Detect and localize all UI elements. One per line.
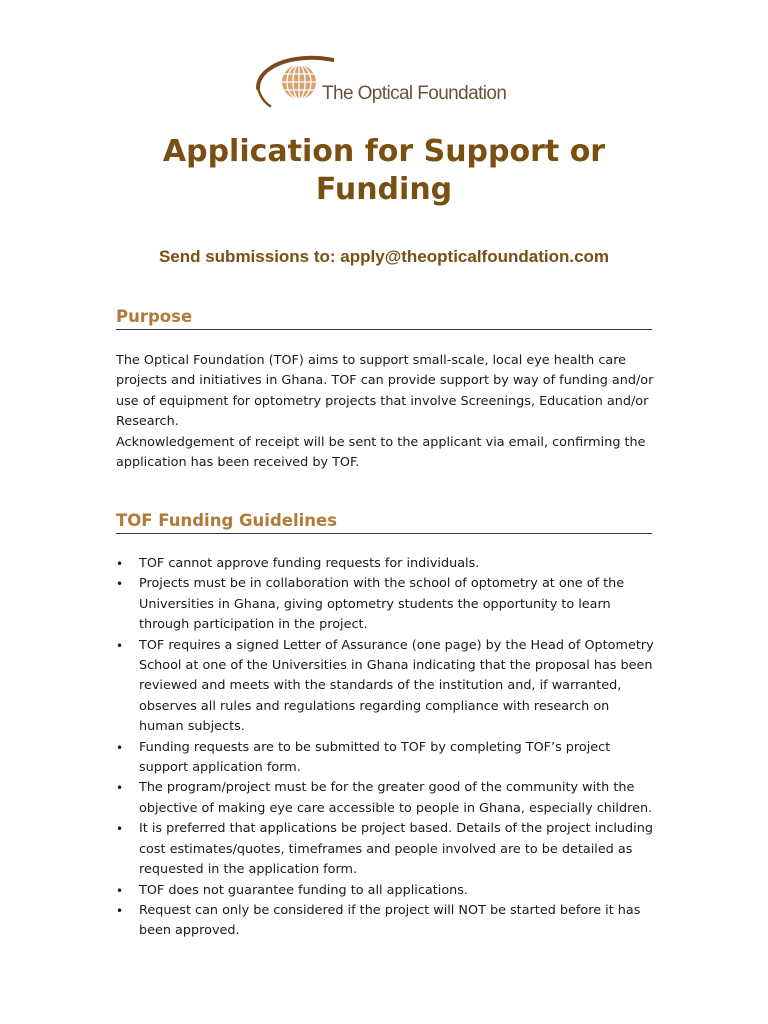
list-item-text: Projects must be in collaboration with the school of optometry at one of the Universities in Ghana, giving optometry students the opportunity to learn through participation in the project.	[139, 576, 625, 633]
list-item	[116, 738, 656, 779]
purpose-paragraph: The Optical Foundation (TOF) aims to support small-scale, local eye health care projects and initiatives in Ghana. TOF can provide support by way of funding and/or use of equipment for optometry projects that involve Screenings, Education and/or Research.	[116, 353, 654, 430]
bullet-icon: •	[116, 883, 124, 898]
bullet-icon: •	[116, 781, 124, 796]
list-item	[116, 778, 656, 819]
list-item-text: The program/project must be for the greater good of the community with the objective of making eye care accessible to people in Ghana, especially children.	[139, 780, 653, 816]
guidelines-list	[116, 554, 656, 942]
list-item	[116, 901, 656, 942]
list-item-text: Request can only be considered if the project will NOT be started before it has been approved.	[139, 902, 641, 939]
list-item-text: It is preferred that applications be project based. Details of the project including cost estimates/quotes, timeframes and people involved are to be detailed as requested in the application form.	[139, 821, 653, 878]
section-heading-guidelines: TOF Funding Guidelines	[116, 511, 652, 534]
section-heading-purpose: Purpose	[116, 307, 652, 330]
acknowledgement-paragraph: Acknowledgement of receipt will be sent to the applicant via email, confirming the application has been received by TOF.	[116, 435, 646, 471]
bullet-icon: •	[116, 638, 124, 653]
bullet-icon: •	[116, 577, 124, 592]
submission-email: Send submissions to: apply@theopticalfoundation.com	[158, 247, 610, 266]
list-item-text: TOF does not guarantee funding to all applications.	[139, 882, 468, 898]
page-title: Application for Support or Funding	[162, 134, 606, 207]
bullet-icon: •	[116, 903, 124, 918]
list-item	[116, 636, 656, 738]
bullet-icon: •	[116, 557, 124, 571]
list-item-text: TOF cannot approve funding requests for individuals.	[139, 556, 480, 571]
foundation-logo	[254, 50, 514, 112]
bullet-icon: •	[116, 740, 124, 755]
list-item-text: TOF requires a signed Letter of Assurance (one page) by the Head of Optometry School at one of the Universities in Ghana indicating that the proposal has been reviewed and meets with the standards of the institution and, if warranted, observes all rules and regulations regarding compliance with research on human subjects.	[139, 637, 654, 735]
list-item	[116, 554, 656, 574]
bullet-icon: •	[116, 822, 124, 837]
list-item	[116, 574, 656, 635]
list-item	[116, 819, 656, 880]
logo-wordmark: The Optical Foundation	[322, 83, 507, 104]
list-item-text: Funding requests are to be submitted to TOF by completing TOF’s project support application form.	[139, 739, 611, 776]
list-item	[116, 881, 656, 901]
